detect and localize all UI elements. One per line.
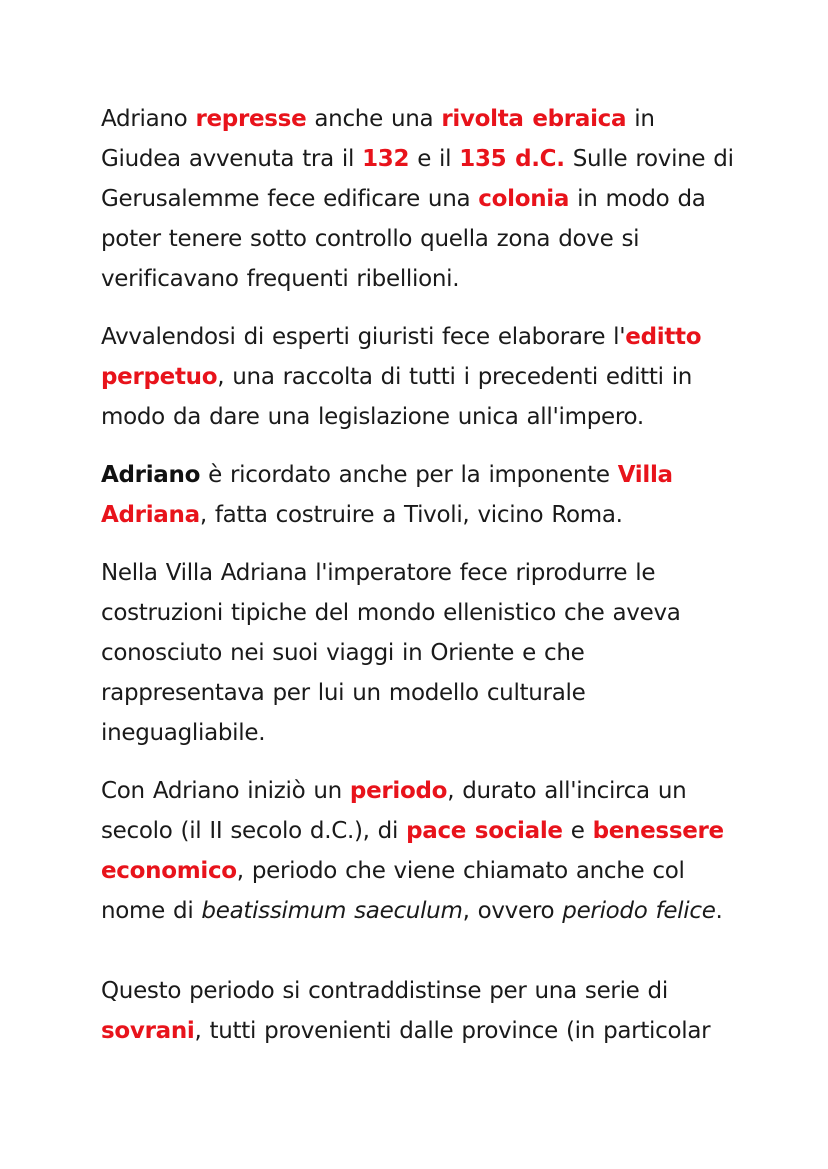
text-span: in Giudea avvenuta tra il xyxy=(101,106,655,172)
highlight-term: rivolta ebraica xyxy=(441,106,627,132)
highlight-term: 132 xyxy=(362,146,410,172)
text-span: Sulle rovine di Gerusalemme fece edificare una xyxy=(101,146,734,212)
text-span: , una raccolta di tutti i precedenti editti in modo da dare una legislazione unica all'impero. xyxy=(101,364,693,430)
highlight-term: editto perpetuo xyxy=(101,324,702,390)
text-span: Adriano xyxy=(101,106,196,132)
paragraph-beatissimum-saeculum xyxy=(101,771,741,931)
document-page xyxy=(101,99,741,1051)
text-span: Nella Villa Adriana l'imperatore fece riprodurre le costruzioni tipiche del mondo ellenistico che aveva conosciuto nei suoi viaggi in Oriente e che rappresentava per lui un modello culturale ineguagliabile. xyxy=(101,560,681,746)
italic-term: periodo felice xyxy=(562,898,716,924)
highlight-term: pace sociale xyxy=(406,818,563,844)
text-span: , tutti provenienti dalle province (in particolar xyxy=(194,1018,711,1044)
text-span: e il xyxy=(409,146,460,172)
text-span: , ovvero xyxy=(462,898,563,924)
text-span: , periodo che viene chiamato anche col nome di xyxy=(101,858,685,924)
bold-term: Adriano xyxy=(101,462,201,488)
text-span: . xyxy=(715,898,723,924)
text-span: Avvalendosi di esperti giuristi fece elaborare l' xyxy=(101,324,626,350)
text-span: Questo periodo si contraddistinse per una serie di xyxy=(101,978,668,1004)
italic-term: beatissimum saeculum xyxy=(201,898,463,924)
text-span: è ricordato anche per la imponente xyxy=(200,462,618,488)
paragraph-rivolta-ebraica xyxy=(101,99,741,299)
paragraph-modello-culturale xyxy=(101,553,741,753)
highlight-term: represse xyxy=(195,106,307,132)
highlight-term: sovrani xyxy=(101,1018,195,1044)
text-span: anche una xyxy=(306,106,442,132)
highlight-term: periodo xyxy=(349,778,448,804)
paragraph-villa-adriana xyxy=(101,455,741,535)
highlight-term: colonia xyxy=(478,186,570,212)
text-span: , durato all'incirca un secolo (il II secolo d.C.), di xyxy=(101,778,687,844)
text-span: , fatta costruire a Tivoli, vicino Roma. xyxy=(199,502,623,528)
text-span: in modo da poter tenere sotto controllo quella zona dove si verificavano frequenti ribellioni. xyxy=(101,186,706,292)
highlight-term: benessere economico xyxy=(101,818,724,884)
text-span: Con Adriano iniziò un xyxy=(101,778,350,804)
text-span: e xyxy=(562,818,593,844)
highlight-term: Villa Adriana xyxy=(101,462,673,528)
highlight-term: 135 d.C. xyxy=(459,146,565,172)
paragraph-editto-perpetuo xyxy=(101,317,741,437)
paragraph-sovrani xyxy=(101,971,741,1051)
